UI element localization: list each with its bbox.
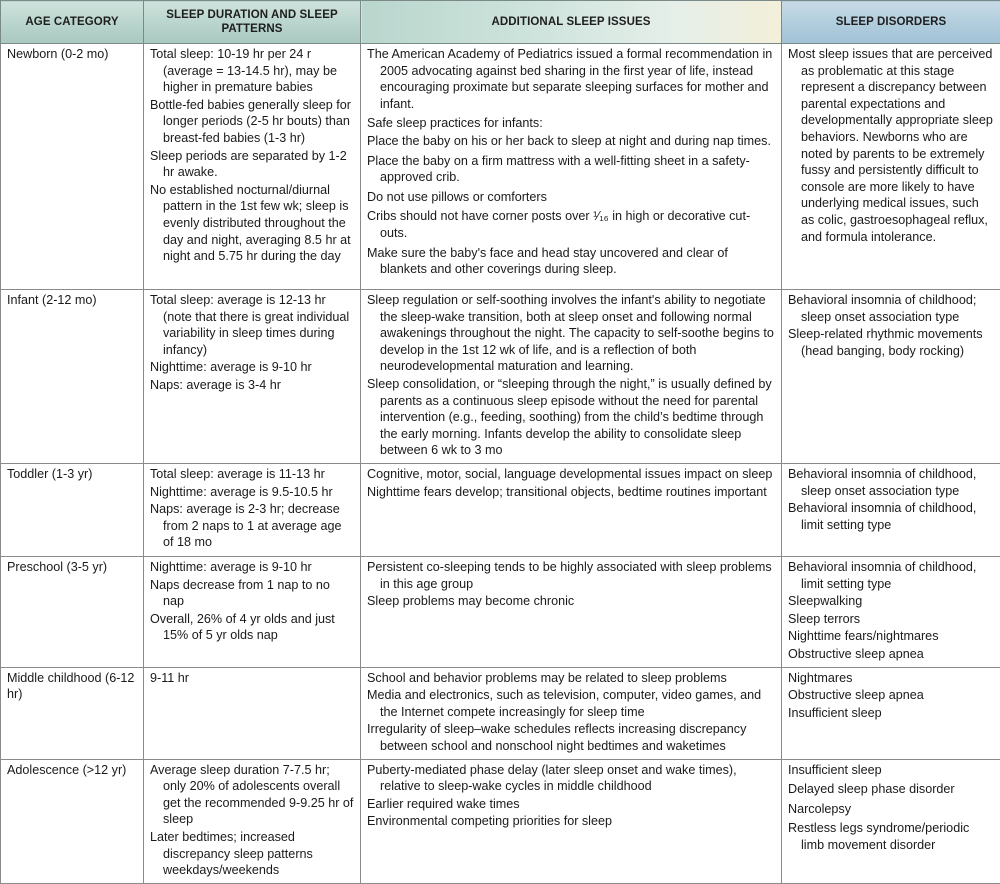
- duration-entry: No established nocturnal/diurnal pattern in the 1st few wk; sleep is evenly distributed throughout the day and night, averaging 8.5 hr at night and 5.75 hr during the day: [150, 182, 354, 265]
- disorders-entry: Narcolepsy: [788, 801, 994, 818]
- disorders-entry: Insufficient sleep: [788, 705, 994, 722]
- duration-entry: Nighttime: average is 9.5-10.5 hr: [150, 484, 354, 501]
- age-cell: [1, 759, 144, 883]
- age-label: Adolescence (>12 yr): [7, 762, 137, 779]
- disorders-entry: Most sleep issues that are perceived as problematic at this stage represent a discrepancy between parental expectations and developmentally appropriate sleep behaviors. Newborns who are noted by parents to be extremely fussy and persistently difficult to console are more likely to have underlying medical issues, such as colic, gastroesophageal reflux, and formula intolerance.: [788, 46, 994, 245]
- header-row: [1, 1, 1000, 44]
- issues-entry: Persistent co-sleeping tends to be highly associated with sleep problems in this age group: [367, 559, 775, 592]
- table-row-newborn: [1, 44, 1000, 290]
- duration-entry: Naps: average is 3-4 hr: [150, 377, 354, 394]
- table-header: [1, 1, 1000, 44]
- issues-cell: [361, 557, 782, 668]
- disorders-entry: Sleep terrors: [788, 611, 994, 628]
- duration-entry: Later bedtimes; increased discrepancy sleep patterns weekdays/weekends: [150, 829, 354, 879]
- issues-entry: Make sure the baby's face and head stay uncovered and clear of blankets and other coverings during sleep.: [367, 245, 775, 278]
- issues-entry: Place the baby on a firm mattress with a well-fitting sheet in a safety-approved crib.: [367, 153, 775, 186]
- issues-entry: School and behavior problems may be related to sleep problems: [367, 670, 775, 687]
- duration-entry: Sleep periods are separated by 1-2 hr awake.: [150, 148, 354, 181]
- age-label: Middle childhood (6-12 hr): [7, 670, 137, 703]
- disorders-entry: Behavioral insomnia of childhood, limit setting type: [788, 559, 994, 592]
- header-age-category: AGE CATEGORY: [1, 1, 144, 44]
- table-row-adolescence: [1, 759, 1000, 883]
- disorders-cell: [782, 667, 1000, 759]
- table-row-preschool: [1, 557, 1000, 668]
- table-row-toddler: [1, 464, 1000, 557]
- duration-entry: Bottle-fed babies generally sleep for longer periods (2-5 hr bouts) than breast-fed babies (1-3 hr): [150, 97, 354, 147]
- issues-entry: Sleep regulation or self-soothing involves the infant's ability to negotiate the sleep-wake transition, both at sleep onset and following normal awakenings throughout the night. The capacity to self-soothe begins to develop in the 1st 12 wk of life, and is a reflection of both neurodevelopmental maturation and learning.: [367, 292, 775, 375]
- disorders-entry: Behavioral insomnia of childhood, limit setting type: [788, 500, 994, 533]
- issues-cell: [361, 759, 782, 883]
- issues-cell: [361, 44, 782, 290]
- disorders-entry: Delayed sleep phase disorder: [788, 781, 994, 798]
- duration-entry: Total sleep: average is 11-13 hr: [150, 466, 354, 483]
- disorders-entry: Sleep-related rhythmic movements (head banging, body rocking): [788, 326, 994, 359]
- disorders-entry: Insufficient sleep: [788, 762, 994, 779]
- header-sleep-disorders: SLEEP DISORDERS: [782, 1, 1000, 44]
- duration-cell: [144, 557, 361, 668]
- issues-entry: Sleep problems may become chronic: [367, 593, 775, 610]
- duration-cell: [144, 759, 361, 883]
- duration-entry: Average sleep duration 7-7.5 hr; only 20% of adolescents overall get the recommended 9-9.25 hr of sleep: [150, 762, 354, 828]
- age-label: Toddler (1-3 yr): [7, 466, 137, 483]
- issues-entry: Cognitive, motor, social, language developmental issues impact on sleep: [367, 466, 775, 483]
- table-row-middle-childhood: [1, 667, 1000, 759]
- issues-entry: Safe sleep practices for infants:: [367, 115, 775, 132]
- duration-entry: Naps decrease from 1 nap to no nap: [150, 577, 354, 610]
- duration-entry: Nighttime: average is 9-10 hr: [150, 359, 354, 376]
- duration-entry: 9-11 hr: [150, 670, 354, 687]
- disorders-entry: Nightmares: [788, 670, 994, 687]
- issues-entry: Cribs should not have corner posts over ¹⁄₁₆ in high or decorative cut-outs.: [367, 208, 775, 241]
- disorders-entry: Obstructive sleep apnea: [788, 687, 994, 704]
- issues-entry: Sleep consolidation, or “sleeping through the night,” is usually defined by parents as a continuous sleep episode without the need for parental intervention (e.g., feeding, soothing) from the child’s bedtime through the early morning. Infants develop the ability to consolidate sleep between 6 wk to 3 mo: [367, 376, 775, 459]
- duration-entry: Naps: average is 2-3 hr; decrease from 2 naps to 1 at average age of 18 mo: [150, 501, 354, 551]
- issues-entry: Puberty-mediated phase delay (later sleep onset and wake times), relative to sleep-wake cycles in middle childhood: [367, 762, 775, 795]
- age-cell: [1, 667, 144, 759]
- age-label: Newborn (0-2 mo): [7, 46, 137, 63]
- duration-entry: Total sleep: 10-19 hr per 24 r (average = 13-14.5 hr), may be higher in premature babies: [150, 46, 354, 96]
- duration-cell: [144, 44, 361, 290]
- disorders-entry: Behavioral insomnia of childhood; sleep onset association type: [788, 292, 994, 325]
- disorders-cell: [782, 44, 1000, 290]
- disorders-entry: Behavioral insomnia of childhood, sleep onset association type: [788, 466, 994, 499]
- issues-entry: Do not use pillows or comforters: [367, 189, 775, 206]
- disorders-cell: [782, 290, 1000, 464]
- issues-entry: Environmental competing priorities for sleep: [367, 813, 775, 830]
- issues-cell: [361, 290, 782, 464]
- disorders-entry: Restless legs syndrome/periodic limb movement disorder: [788, 820, 994, 853]
- table-body: [1, 44, 1000, 884]
- table-row-infant: [1, 290, 1000, 464]
- header-additional-issues: ADDITIONAL SLEEP ISSUES: [361, 1, 782, 44]
- age-cell: [1, 464, 144, 557]
- duration-cell: [144, 667, 361, 759]
- disorders-entry: Obstructive sleep apnea: [788, 646, 994, 663]
- disorders-entry: Nighttime fears/nightmares: [788, 628, 994, 645]
- issues-cell: [361, 667, 782, 759]
- disorders-cell: [782, 464, 1000, 557]
- issues-entry: The American Academy of Pediatrics issued a formal recommendation in 2005 advocating against bed sharing in the first year of life, instead encouraging proximate but separate sleeping surfaces for mother and infant.: [367, 46, 775, 112]
- age-cell: [1, 44, 144, 290]
- duration-entry: Total sleep: average is 12-13 hr (note that there is great individual variability in sleep times during infancy): [150, 292, 354, 358]
- disorders-entry: Sleepwalking: [788, 593, 994, 610]
- duration-entry: Nighttime: average is 9-10 hr: [150, 559, 354, 576]
- duration-cell: [144, 290, 361, 464]
- header-sleep-duration: SLEEP DURATION AND SLEEP PATTERNS: [144, 1, 361, 44]
- issues-entry: Media and electronics, such as television, computer, video games, and the Internet compete increasingly for sleep time: [367, 687, 775, 720]
- age-label: Infant (2-12 mo): [7, 292, 137, 309]
- disorders-cell: [782, 557, 1000, 668]
- duration-entry: Overall, 26% of 4 yr olds and just 15% of 5 yr olds nap: [150, 611, 354, 644]
- duration-cell: [144, 464, 361, 557]
- issues-entry: Nighttime fears develop; transitional objects, bedtime routines important: [367, 484, 775, 501]
- age-cell: [1, 290, 144, 464]
- issues-entry: Place the baby on his or her back to sleep at night and during nap times.: [367, 133, 775, 150]
- issues-entry: Irregularity of sleep–wake schedules reflects increasing discrepancy between school and nonschool night bedtimes and waketimes: [367, 721, 775, 754]
- issues-cell: [361, 464, 782, 557]
- issues-entry: Earlier required wake times: [367, 796, 775, 813]
- disorders-cell: [782, 759, 1000, 883]
- age-cell: [1, 557, 144, 668]
- age-label: Preschool (3-5 yr): [7, 559, 137, 576]
